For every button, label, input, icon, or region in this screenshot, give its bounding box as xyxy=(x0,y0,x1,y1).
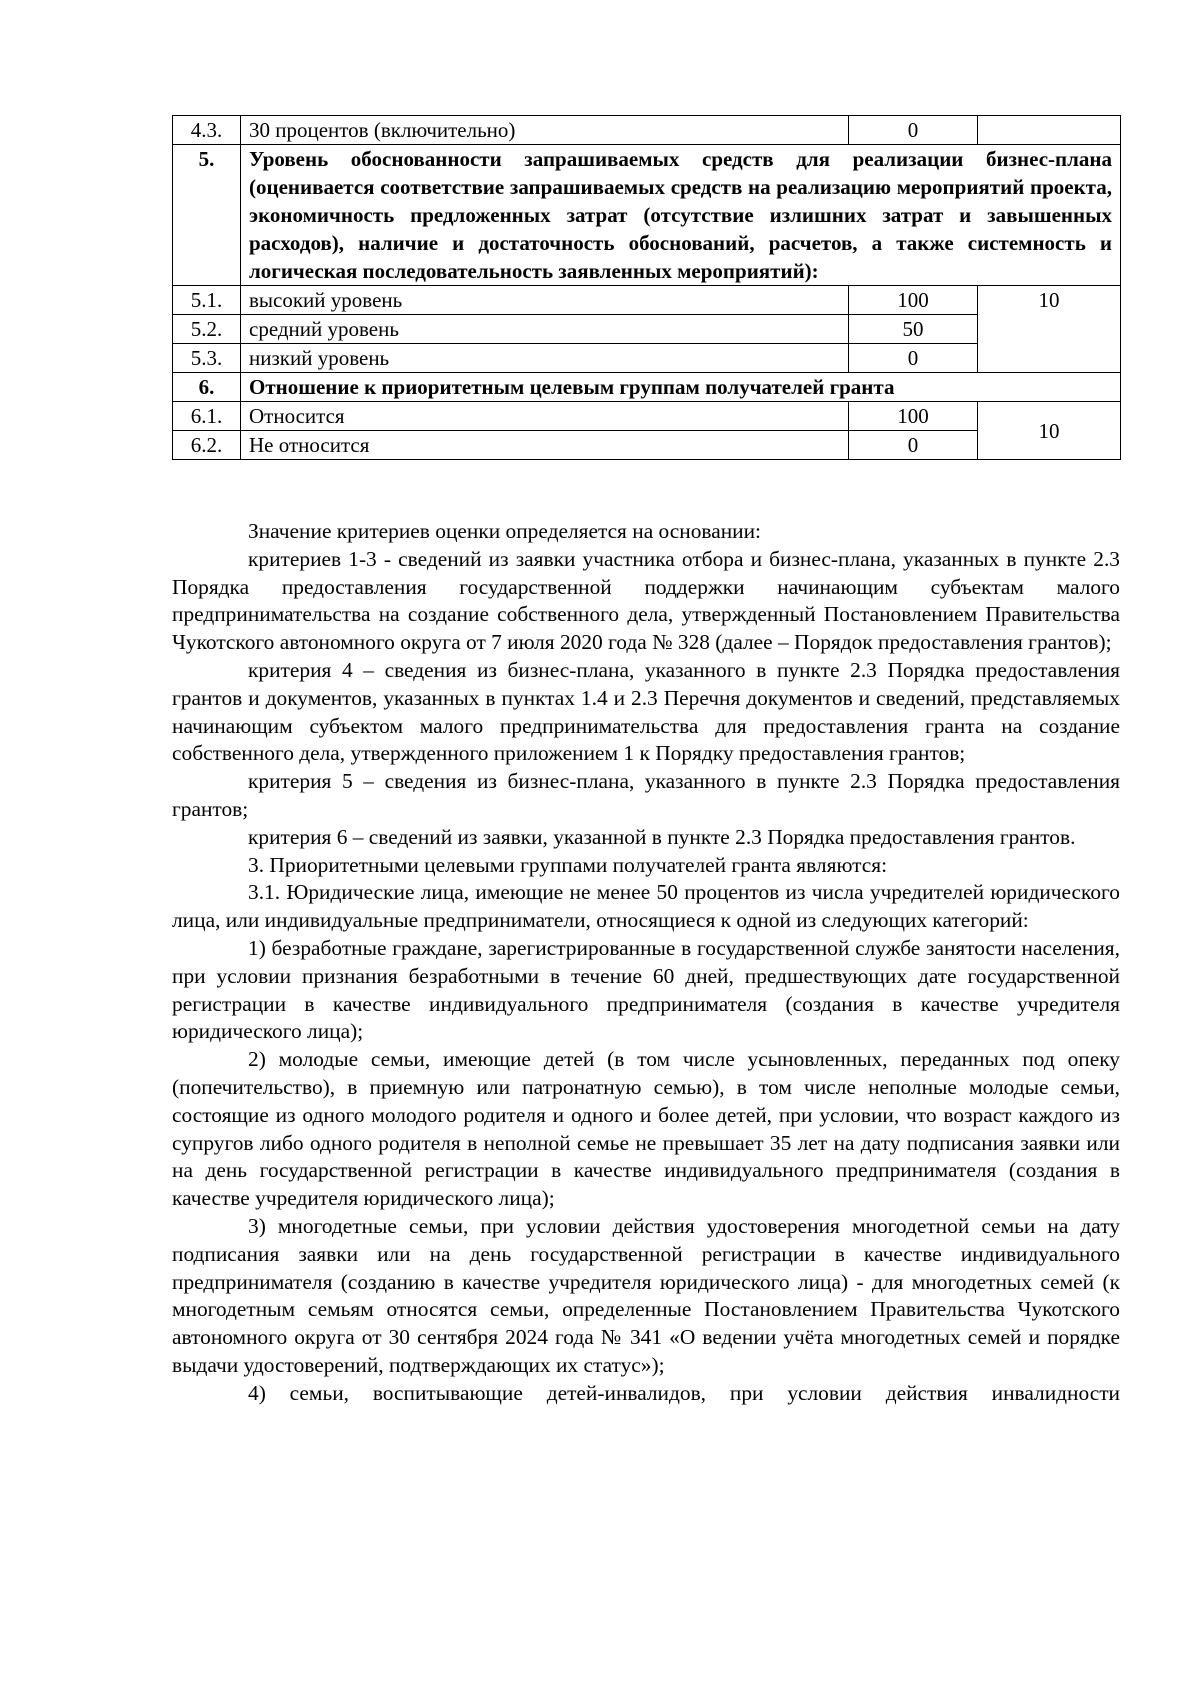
criterion-text: низкий уровень xyxy=(241,344,849,373)
criterion-heading: Уровень обоснованности запрашиваемых средств для реализации бизнес-плана (оценивается соответствие запрашиваемых средств на реализацию мероприятий проекта, экономичность предложенных затрат (отсутствие излишних затрат и завышенных расходов), наличие и достаточность обоснований, расчетов, а также системность и логическая последовательность заявленных мероприятий): xyxy=(241,145,1121,286)
table-row xyxy=(173,145,1121,286)
row-number: 6. xyxy=(173,373,241,402)
criteria-table xyxy=(172,115,1121,460)
paragraph: 1) безработные граждане, зарегистрированные в государственной службе занятости населения, при условии признания безработными в течение 60 дней, предшествующих дате государственной регистрации в качестве индивидуального предпринимателя (создания в качестве учредителя юридического лица); xyxy=(172,935,1120,1044)
paragraph: Значение критериев оценки определяется на основании: xyxy=(248,519,761,543)
table-row xyxy=(173,116,1121,145)
criterion-text: 30 процентов (включительно) xyxy=(241,116,849,145)
points-cell: 50 xyxy=(849,315,978,344)
criterion-text: высокий уровень xyxy=(241,286,849,315)
row-number: 5.1. xyxy=(173,286,241,315)
paragraph: 3) многодетные семьи, при условии действия удостоверения многодетной семьи на дату подписания заявки или на день государственной регистрации в качестве индивидуального предпринимателя (созданию в качестве учредителя юридического лица) - для многодетных семей (к многодетным семьям относятся семьи, определенные Постановлением Правительства Чукотского автономного округа от 30 сентября 2024 года № 341 «О ведении учёта многодетных семей и порядке выдачи удостоверений, подтверждающих их статус»); xyxy=(172,1213,1120,1377)
row-number: 5. xyxy=(173,145,241,286)
criterion-text: средний уровень xyxy=(241,315,849,344)
points-cell: 0 xyxy=(849,116,978,145)
table-row xyxy=(173,402,1121,431)
criterion-text: Не относится xyxy=(241,431,849,460)
points-cell: 100 xyxy=(849,286,978,315)
weight-cell: 10 xyxy=(978,286,1121,373)
paragraph: критериев 1-3 - сведений из заявки участника отбора и бизнес-плана, указанных в пункте 2.3 Порядка предоставления государственной поддержки начинающим субъектам малого предпринимательства на создание собственного дела, утвержденный Постановлением Правительства Чукотского автономного округа от 7 июля 2020 года № 328 (далее – Порядок предоставления грантов); xyxy=(172,546,1120,655)
paragraph: критерия 4 – сведения из бизнес-плана, указанного в пункте 2.3 Порядка предоставления грантов и документов, указанных в пунктах 1.4 и 2.3 Перечня документов и сведений, представляемых начинающим субъектом малого предпринимательства для предоставления гранта на создание собственного дела, утвержденного приложением 1 к Порядку предоставления грантов; xyxy=(172,657,1120,766)
criterion-text: Относится xyxy=(241,402,849,431)
paragraph: 4) семьи, воспитывающие детей-инвалидов, при условии действия инвалидности xyxy=(248,1380,1120,1405)
paragraph: 3.1. Юридические лица, имеющие не менее 50 процентов из числа учредителей юридического лица, или индивидуальные предприниматели, относящиеся к одной из следующих категорий: xyxy=(172,880,1120,933)
row-number: 6.1. xyxy=(173,402,241,431)
row-number: 4.3. xyxy=(173,116,241,145)
criterion-heading: Отношение к приоритетным целевым группам получателей гранта xyxy=(241,373,1121,402)
row-number: 6.2. xyxy=(173,431,241,460)
paragraph: критерия 5 – сведения из бизнес-плана, указанного в пункте 2.3 Порядка предоставления грантов; xyxy=(172,769,1120,821)
points-cell: 0 xyxy=(849,344,978,373)
row-number: 5.3. xyxy=(173,344,241,373)
row-number: 5.2. xyxy=(173,315,241,344)
table-row xyxy=(173,286,1121,315)
paragraph: 3. Приоритетными целевыми группами получателей гранта являются: xyxy=(248,852,888,877)
points-cell: 0 xyxy=(849,431,978,460)
weight-cell xyxy=(978,116,1121,145)
points-cell: 100 xyxy=(849,402,978,431)
weight-cell: 10 xyxy=(978,402,1121,460)
paragraph: 2) молодые семьи, имеющие детей (в том числе усыновленных, переданных под опеку (попечительство), в приемную или патронатную семью), в том числе неполные молодые семьи, состоящие из одного молодого родителя и одного и более детей, при условии, что возраст каждого из супругов либо одного родителя в неполной семье не превышает 35 лет на дату подписания заявки или на день государственной регистрации в качестве индивидуального предпринимателя (создания в качестве учредителя юридического лица); xyxy=(172,1047,1120,1211)
table-row xyxy=(173,373,1121,402)
document-body xyxy=(172,518,1120,1408)
paragraph: критерия 6 – сведений из заявки, указанной в пункте 2.3 Порядка предоставления грантов. xyxy=(248,824,1076,849)
